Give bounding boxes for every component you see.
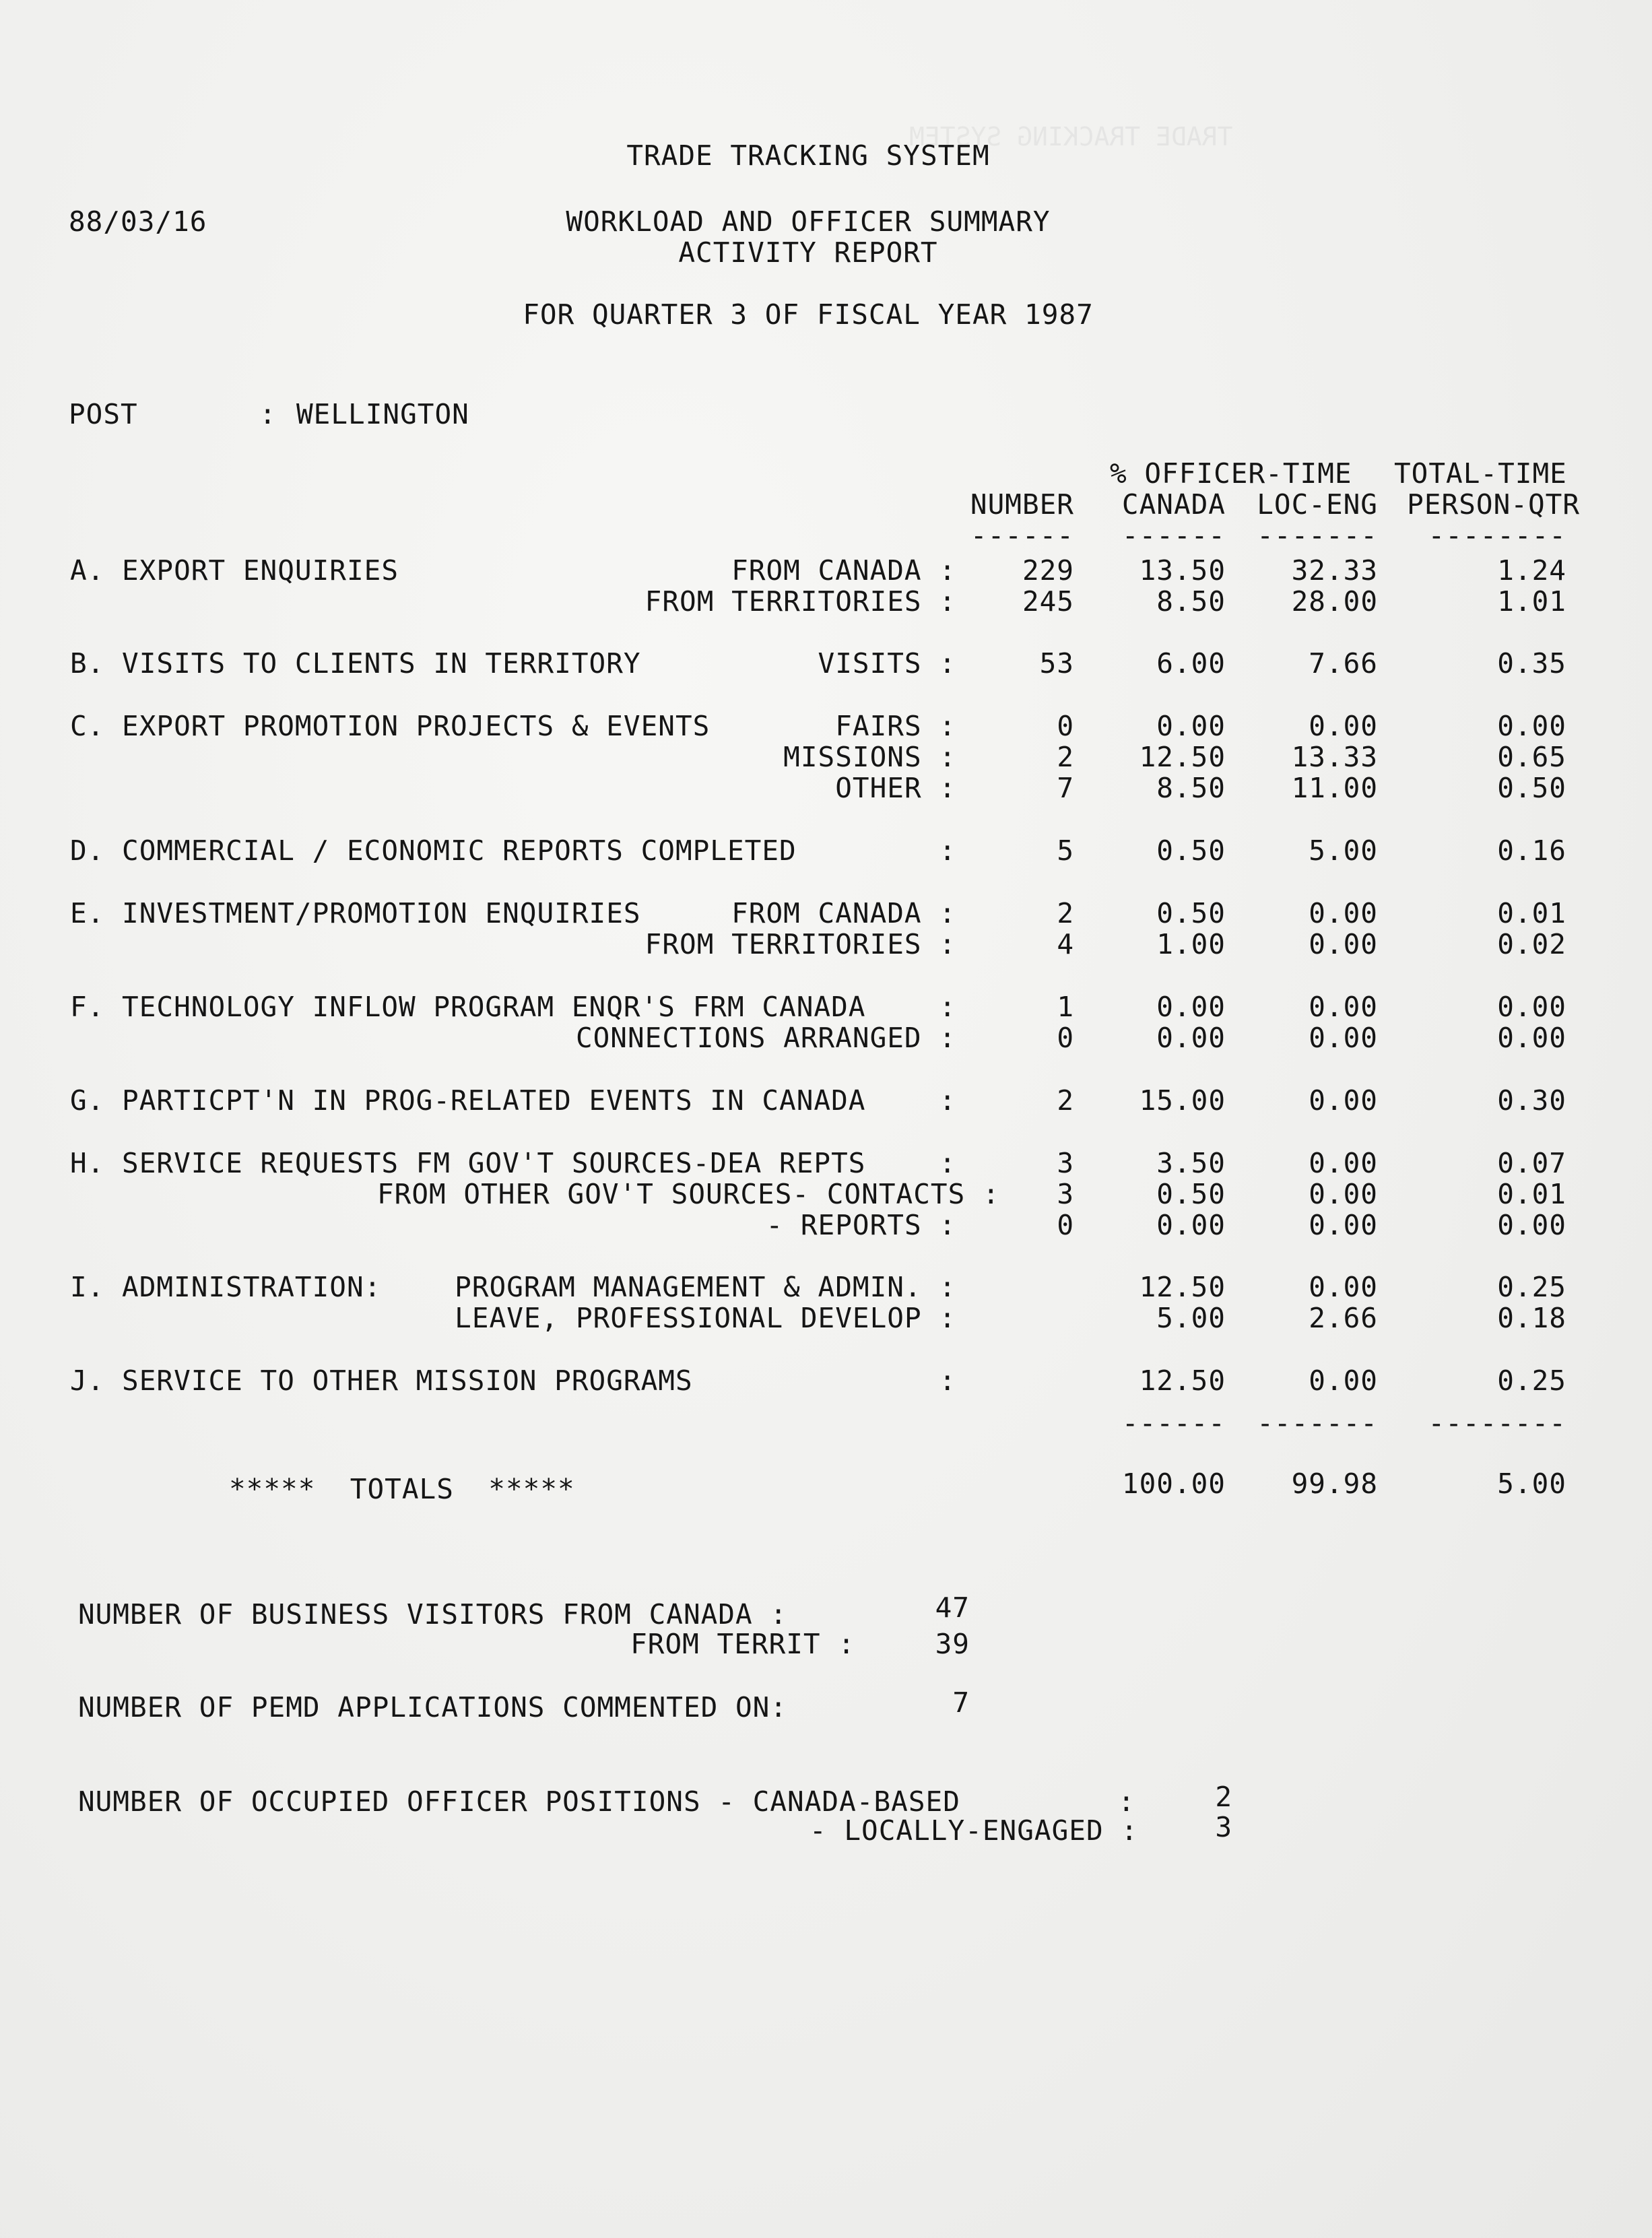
row-number: 53 [1039, 647, 1074, 680]
row-canada-pct: 5.00 [1156, 1302, 1226, 1334]
row-section-label: G. PARTICPT'N IN PROG-RELATED EVENTS IN CANADA [70, 1084, 866, 1117]
report-date: 88/03/16 [69, 205, 207, 238]
row-canada-pct: 6.00 [1156, 647, 1226, 680]
row-canada-pct: 0.00 [1156, 1209, 1226, 1241]
row-sub-label: PROGRAM MANAGEMENT & ADMIN. : [455, 1271, 956, 1303]
row-canada-pct: 12.50 [1139, 741, 1226, 773]
row-total-time: 0.07 [1497, 1147, 1566, 1179]
row-section-label: E. INVESTMENT/PROMOTION ENQUIRIES [70, 897, 641, 929]
row-number: 3 [1057, 1147, 1074, 1179]
pemd-value: 7 [952, 1686, 970, 1719]
totals-loc-eng: 99.98 [1291, 1468, 1378, 1500]
row-canada-pct: 8.50 [1156, 585, 1226, 618]
post-separator: : [259, 398, 277, 430]
row-loc-eng-pct: 0.00 [1309, 1271, 1378, 1303]
row-loc-eng-pct: 2.66 [1309, 1302, 1378, 1334]
row-canada-pct: 0.50 [1156, 834, 1226, 867]
row-loc-eng-pct: 0.00 [1309, 1147, 1378, 1179]
row-sub-label: : [939, 1084, 956, 1117]
row-sub-label: FROM CANADA : [731, 897, 956, 929]
row-total-time: 0.18 [1497, 1302, 1566, 1334]
row-number: 0 [1057, 1209, 1074, 1241]
row-number: 1 [1057, 991, 1074, 1023]
row-loc-eng-pct: 7.66 [1309, 647, 1378, 680]
row-canada-pct: 12.50 [1139, 1364, 1226, 1397]
row-sub-label: : [939, 1147, 956, 1179]
row-section-label: A. EXPORT ENQUIRIES [70, 554, 399, 587]
row-loc-eng-pct: 0.00 [1309, 1209, 1378, 1241]
row-canada-pct: 3.50 [1156, 1147, 1226, 1179]
row-section-label: H. SERVICE REQUESTS FM GOV'T SOURCES-DEA REPTS [70, 1147, 866, 1179]
row-canada-pct: 0.00 [1156, 991, 1226, 1023]
row-total-time: 0.25 [1497, 1271, 1566, 1303]
row-canada-pct: 8.50 [1156, 772, 1226, 804]
col-header-number: NUMBER [970, 488, 1074, 521]
totals-underline-loc: ------- [1257, 1407, 1378, 1439]
row-section-label: B. VISITS TO CLIENTS IN TERRITORY [70, 647, 641, 680]
row-section-label: C. EXPORT PROMOTION PROJECTS & EVENTS [70, 710, 711, 742]
row-loc-eng-pct: 0.00 [1309, 710, 1378, 742]
row-canada-pct: 0.50 [1156, 1178, 1226, 1210]
row-section-label: F. TECHNOLOGY INFLOW PROGRAM ENQR'S FRM CANADA [70, 991, 866, 1023]
row-total-time: 0.00 [1497, 1209, 1566, 1241]
row-total-time: 0.50 [1497, 772, 1566, 804]
row-total-time: 0.65 [1497, 741, 1566, 773]
row-number: 229 [1022, 554, 1074, 587]
post-label: POST [69, 398, 138, 430]
row-sub-label: FROM CANADA : [731, 554, 956, 587]
row-number: 245 [1022, 585, 1074, 618]
positions-label: NUMBER OF OCCUPIED OFFICER POSITIONS - CANADA-BASED [78, 1785, 960, 1818]
col-underline-total: -------- [1428, 519, 1566, 552]
row-section-label: J. SERVICE TO OTHER MISSION PROGRAMS [70, 1364, 693, 1397]
row-sub-label: FAIRS : [835, 710, 956, 742]
col-underline-canada: ------ [1121, 519, 1226, 552]
row-number: 0 [1057, 1022, 1074, 1054]
row-sub-label: FROM TERRITORIES : [645, 928, 956, 960]
col-underline-loc-eng: ------- [1257, 519, 1378, 552]
pemd-label: NUMBER OF PEMD APPLICATIONS COMMENTED ON: [78, 1691, 788, 1723]
row-number: 4 [1057, 928, 1074, 960]
row-section-label: I. ADMINISTRATION: [70, 1271, 382, 1303]
row-total-time: 0.00 [1497, 710, 1566, 742]
row-loc-eng-pct: 32.33 [1291, 554, 1378, 587]
positions-canada-separator: : [1118, 1785, 1135, 1818]
row-total-time: 0.16 [1497, 834, 1566, 867]
row-loc-eng-pct: 0.00 [1309, 1022, 1378, 1054]
row-loc-eng-pct: 0.00 [1309, 928, 1378, 960]
row-loc-eng-pct: 0.00 [1309, 991, 1378, 1023]
row-sub-label: : [939, 834, 956, 867]
row-canada-pct: 0.00 [1156, 1022, 1226, 1054]
report-subtitle: ACTIVITY REPORT [678, 236, 938, 269]
row-total-time: 0.25 [1497, 1364, 1566, 1397]
totals-label: ***** TOTALS ***** [229, 1473, 575, 1505]
bleed-through-decoration: TRADE TRACKING SYSTEM [909, 122, 1233, 152]
totals-underline-canada: ------ [1121, 1407, 1226, 1439]
report-period: FOR QUARTER 3 OF FISCAL YEAR 1987 [523, 298, 1094, 331]
col-header-total-time: TOTAL-TIME [1394, 457, 1567, 490]
row-canada-pct: 1.00 [1156, 928, 1226, 960]
row-canada-pct: 15.00 [1139, 1084, 1226, 1117]
row-sub-label: - REPORTS : [766, 1209, 956, 1241]
row-sub-label: CONNECTIONS ARRANGED : [575, 1022, 956, 1054]
row-sub-label: VISITS : [818, 647, 956, 680]
row-sub-label: FROM TERRITORIES : [645, 585, 956, 618]
row-total-time: 1.01 [1497, 585, 1566, 618]
row-sub-label: OTHER : [835, 772, 956, 804]
row-loc-eng-pct: 11.00 [1291, 772, 1378, 804]
row-number: 7 [1057, 772, 1074, 804]
row-sub-label: FROM OTHER GOV'T SOURCES- CONTACTS : [377, 1178, 1000, 1210]
col-header-canada: CANADA [1121, 488, 1226, 521]
positions-canada-value: 2 [1215, 1781, 1232, 1813]
row-total-time: 0.00 [1497, 1022, 1566, 1054]
row-section-label: D. COMMERCIAL / ECONOMIC REPORTS COMPLETED [70, 834, 797, 867]
row-sub-label: LEAVE, PROFESSIONAL DEVELOP : [455, 1302, 956, 1334]
row-canada-pct: 0.00 [1156, 710, 1226, 742]
visitors-label: NUMBER OF BUSINESS VISITORS FROM CANADA : [78, 1598, 788, 1631]
system-title: TRADE TRACKING SYSTEM [626, 139, 990, 172]
row-number: 3 [1057, 1178, 1074, 1210]
positions-local-label: - LOCALLY-ENGAGED : [810, 1814, 1138, 1847]
visitors-territ-label: FROM TERRIT : [630, 1628, 855, 1660]
row-loc-eng-pct: 0.00 [1309, 1084, 1378, 1117]
row-loc-eng-pct: 0.00 [1309, 897, 1378, 929]
report-title: WORKLOAD AND OFFICER SUMMARY [566, 205, 1051, 238]
row-sub-label: MISSIONS : [783, 741, 956, 773]
row-total-time: 1.24 [1497, 554, 1566, 587]
row-canada-pct: 0.50 [1156, 897, 1226, 929]
row-total-time: 0.30 [1497, 1084, 1566, 1117]
row-loc-eng-pct: 5.00 [1309, 834, 1378, 867]
row-sub-label: : [939, 991, 956, 1023]
totals-total-time: 5.00 [1497, 1468, 1566, 1500]
row-total-time: 0.35 [1497, 647, 1566, 680]
row-number: 2 [1057, 897, 1074, 929]
visitors-territ-value: 39 [935, 1628, 970, 1660]
row-canada-pct: 12.50 [1139, 1271, 1226, 1303]
row-number: 2 [1057, 1084, 1074, 1117]
col-header-loc-eng: LOC-ENG [1257, 488, 1378, 521]
row-total-time: 0.00 [1497, 991, 1566, 1023]
row-total-time: 0.01 [1497, 1178, 1566, 1210]
col-underline-number: ------ [970, 519, 1074, 552]
row-total-time: 0.02 [1497, 928, 1566, 960]
post-value: WELLINGTON [296, 398, 469, 430]
visitors-canada-value: 47 [935, 1591, 970, 1624]
row-loc-eng-pct: 0.00 [1309, 1364, 1378, 1397]
row-loc-eng-pct: 13.33 [1291, 741, 1378, 773]
row-sub-label: : [939, 1364, 956, 1397]
totals-canada: 100.00 [1121, 1468, 1226, 1500]
col-header-officer-time: % OFFICER-TIME [1110, 457, 1352, 490]
row-number: 5 [1057, 834, 1074, 867]
row-total-time: 0.01 [1497, 897, 1566, 929]
row-loc-eng-pct: 0.00 [1309, 1178, 1378, 1210]
totals-underline-total: -------- [1428, 1407, 1566, 1439]
row-loc-eng-pct: 28.00 [1291, 585, 1378, 618]
col-header-person-qtr: PERSON-QTR [1407, 488, 1580, 521]
row-number: 2 [1057, 741, 1074, 773]
positions-local-value: 3 [1215, 1811, 1232, 1843]
row-number: 0 [1057, 710, 1074, 742]
row-canada-pct: 13.50 [1139, 554, 1226, 587]
